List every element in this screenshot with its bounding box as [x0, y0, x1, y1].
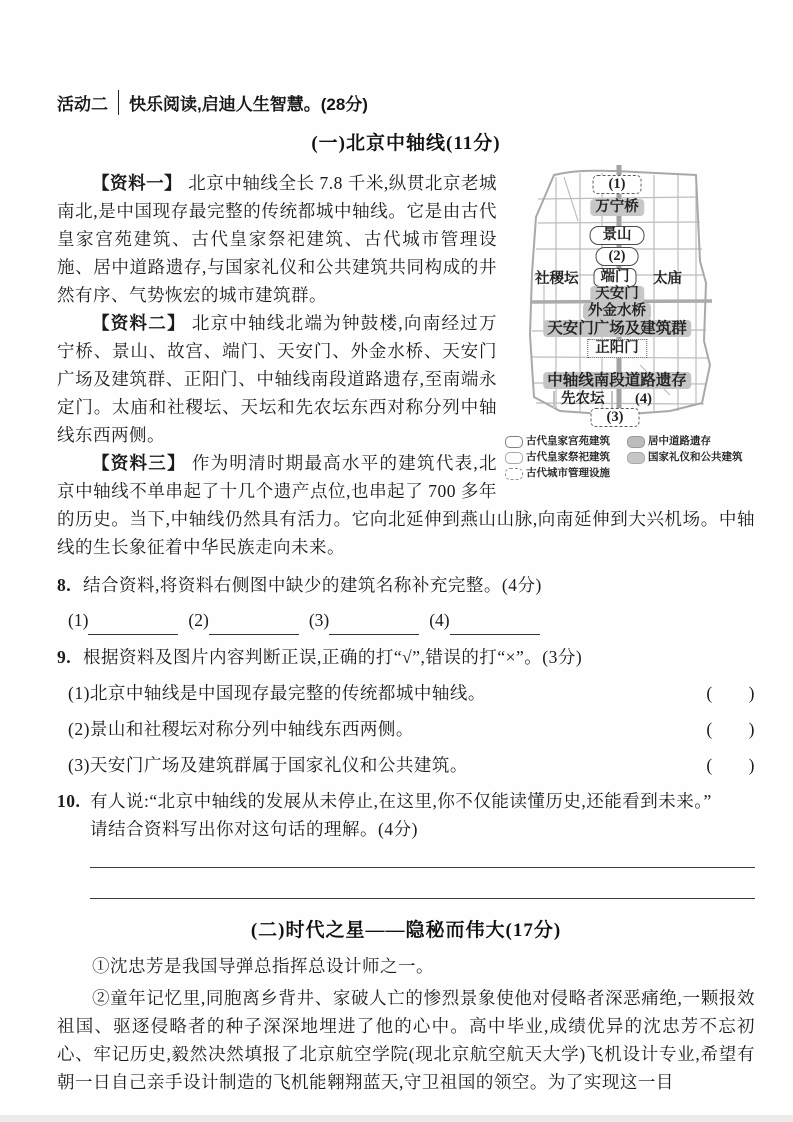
answer-line-1 [90, 866, 755, 868]
fill-blank-line [329, 610, 419, 635]
question-9-number: 9. [57, 647, 72, 667]
legend-item-city-management [505, 467, 621, 480]
question-10-text [90, 787, 755, 843]
blank-label: (2) [188, 610, 209, 630]
blank-label: (3) [308, 610, 330, 630]
material-2-tag: 【资料二】 [92, 313, 186, 333]
material-3-text: 作为明清时期最高水平的建筑代表,北京中轴线不单串起了十几个遗产点位,也串起了 700 多年的历史。当下,中轴线仍然具有活力。它向北延伸到燕山山脉,向南延伸到大兴机场。中轴线的生长象征着中华民族走向未来。 [57, 453, 755, 557]
map-label-tiananmen: 天安门 [590, 286, 644, 303]
map-label-duanmen: 端门 [594, 268, 637, 287]
question-9 [57, 643, 755, 671]
map-label-blank-1: (1) [593, 175, 642, 194]
question-10-number: 10. [57, 791, 81, 811]
map-label-zhengyangmen: 正阳门 [587, 339, 647, 358]
section2-paragraph-2: ②童年记忆里,同胞离乡背井、家破人亡的惨烈景象使他对侵略者深恶痛绝,一颗报效祖国、驱逐侵略者的种子深深地埋进了他的心中。高中毕业,成绩优异的沈忠芳不忘初心、牢记历史,毅然决然填报了北京航空学院(现北京航空航天大学)飞机设计专业,希望有朝一日自己亲手设计制造的飞机能翱翔蓝天,守卫祖国的领空。为了实现这一目 [57, 988, 755, 1092]
question-8 [57, 571, 755, 599]
map-label-blank-2: (2) [596, 247, 639, 266]
question-10-quote: 有人说:“北京中轴线的发展从未停止,在这里,你不仅能读懂历史,还能看到未来。” [90, 791, 712, 811]
map-label-wanningqiao: 万宁桥 [590, 199, 644, 216]
legend-label: 国家礼仪和公共建筑 [648, 452, 743, 463]
map-label-shejitan: 社稷坛 [535, 271, 579, 287]
legend-label: 古代城市管理设施 [526, 468, 610, 479]
activity-label: 活动二 [57, 95, 108, 114]
answer-bracket: ( ) [706, 683, 755, 703]
statement-text: (1)北京中轴线是中国现存最完整的传统都城中轴线。 [68, 683, 486, 703]
legend-item-sacrificial [505, 451, 621, 464]
question-10 [57, 787, 755, 843]
map-label-blank-3: (3) [591, 408, 640, 427]
blank-label: (1) [68, 610, 89, 630]
activity-header [57, 90, 755, 115]
section2-paragraph-1: ①沈忠芳是我国导弹总指挥总设计师之一。 [92, 956, 434, 976]
answer-line-2 [90, 897, 755, 899]
outline-box-icon [505, 436, 523, 448]
material-3-tag: 【资料三】 [92, 453, 186, 473]
material-1-text: 北京中轴线全长 7.8 千米,纵贯北京老城南北,是中国现存最完整的传统都城中轴线。它是由古代皇家宫苑建筑、古代皇家祭祀建筑、古代城市管理设施、居中道路遗存,与国家礼仪和公共建筑共同构成的井然有序、气势恢宏的城市建筑群。 [57, 173, 498, 305]
map-legend [505, 435, 755, 480]
legend-item-road-remains [627, 435, 755, 448]
question-9-text: 根据资料及图片内容判断正误,正确的打“√”,错误的打“×”。(3分) [83, 647, 583, 667]
question-9-item-2 [57, 715, 755, 743]
legend-label: 古代皇家祭祀建筑 [526, 452, 610, 463]
dashed-box-icon [505, 468, 523, 480]
material-1-tag: 【资料一】 [92, 173, 183, 193]
question-8-text: 结合资料,将资料右侧图中缺少的建筑名称补充完整。(4分) [83, 575, 542, 595]
map-label-waijinshuiqiao: 外金水桥 [583, 303, 651, 320]
blank-label: (4) [429, 610, 450, 630]
light-shaded-box-icon [627, 452, 645, 464]
question-8-number: 8. [57, 575, 72, 595]
map-label-xiannongtan: 先农坛 [553, 391, 613, 408]
shaded-box-icon [627, 436, 645, 448]
legend-label: 居中道路遗存 [648, 436, 711, 447]
legend-label: 古代皇家宫苑建筑 [526, 436, 610, 447]
section1-title: (一)北京中轴线(11分) [311, 133, 501, 154]
statement-text: (3)天安门广场及建筑群属于国家礼仪和公共建筑。 [68, 755, 468, 775]
blank-item-3 [309, 605, 419, 635]
question-9-item-3 [57, 751, 755, 779]
legend-item-public-buildings [627, 451, 755, 464]
map-label-taimiao: 太庙 [653, 271, 682, 287]
central-axis-map [505, 165, 755, 429]
map-label-blank-4: (4) [635, 391, 652, 407]
statement-text: (2)景山和社稷坛对称分列中轴线东西两侧。 [68, 719, 414, 739]
blank-item-4 [429, 605, 539, 635]
answer-bracket: ( ) [706, 719, 755, 739]
materials-block [57, 169, 755, 561]
section2-title: (二)时代之星——隐秘而伟大(17分) [250, 920, 562, 941]
blank-item-1 [68, 605, 178, 635]
activity-title: 快乐阅读,启迪人生智慧。(28分) [118, 90, 368, 115]
answer-bracket: ( ) [706, 755, 755, 775]
fill-blank-line [88, 610, 178, 635]
material-2-text: 北京中轴线北端为钟鼓楼,向南经过万宁桥、景山、故宫、端门、天安门、外金水桥、天安门广场及建筑群、正阳门、中轴线南段道路遗存,至南端永定门。太庙和社稷坛、天坛和先农坛东西对称分列中轴线东西两侧。 [57, 313, 498, 445]
legend-item-palace [505, 435, 621, 448]
scan-edge-strip [0, 1115, 793, 1122]
map-label-tiananmen-square: 天安门广场及建筑群 [543, 320, 691, 337]
question-10-ask: 请结合资料写出你对这句话的理解。(4分) [90, 819, 418, 839]
fill-blank-line [450, 610, 540, 635]
central-axis-map-figure [505, 165, 755, 480]
question-9-item-1 [57, 679, 755, 707]
blank-item-2 [188, 605, 298, 635]
question-8-blanks [57, 605, 755, 635]
fill-blank-line [209, 610, 299, 635]
map-label-south-road-remains: 中轴线南段道路遗存 [543, 372, 691, 389]
light-outline-box-icon [505, 452, 523, 464]
map-label-jingshan: 景山 [590, 226, 645, 245]
